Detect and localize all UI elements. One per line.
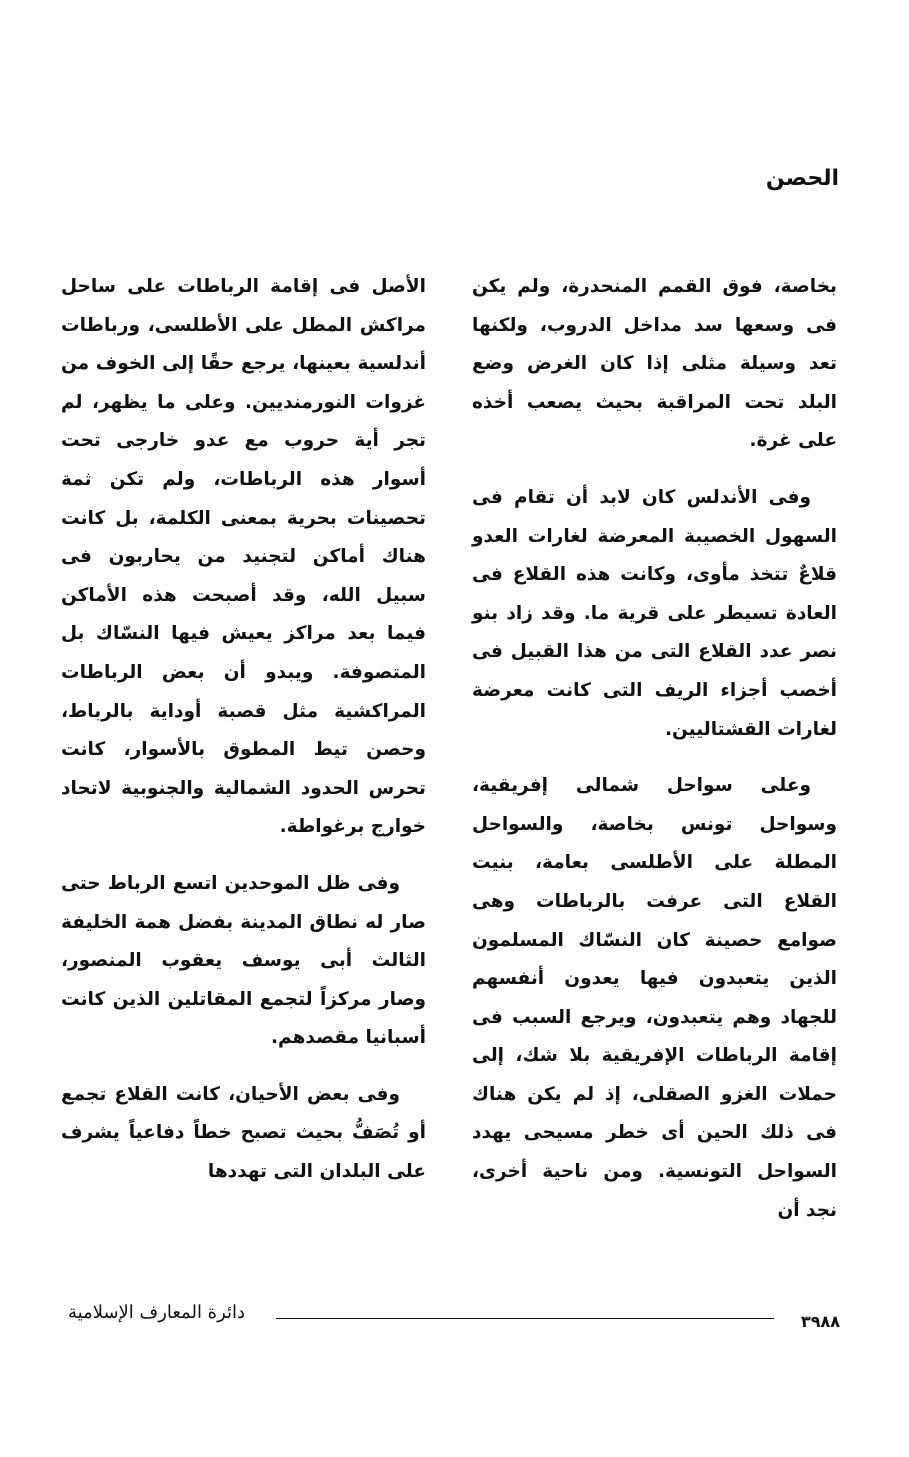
publication-title: دائرة المعارف الإسلامية — [68, 1302, 246, 1323]
page-footer — [68, 1298, 840, 1338]
paragraph: وفى الأندلس كان لابد أن تقام فى السهول الخصيبة المعرضة لغارات العدو قلاعٌ تتخذ مأوى، وكانت هذه القلاع فى العادة تسيطر على قرية ما. وقد زاد بنو نصر عدد القلاع التى من هذا القبيل فى أخصب أجزاء الريف التى كانت معرضة لغارات القشتاليين. — [472, 486, 837, 740]
text-column-left — [61, 268, 426, 1210]
paragraph: الأصل فى إقامة الرباطات على ساحل مراكش المطل على الأطلسى، ورباطات أندلسية بعينها، يرجع حقًا إلى الخوف من غزوات النورمنديين. وعلى ما يظهر، لم تجر أية حروب مع عدو خارجى تحت أسوار هذه الرباطات، ولم تكن ثمة تحصينات بحرية بمعنى الكلمة، بل كانت هناك أماكن لتجنيد من يحاربون فى سبيل الله، وقد أصبحت هذه الأماكن فيما بعد مراكز يعيش فيها النسّاك بل المتصوفة. ويبدو أن بعض الرباطات المراكشية مثل قصبة أوداية بالرباط، وحصن تيط المطوق بالأسوار، كانت تحرس الحدود الشمالية والجنوبية لاتحاد خوارج برغواطة. — [61, 276, 426, 838]
paragraph: وفى بعض الأحيان، كانت القلاع تجمع أو تُصَفُّ بحيث تصبح خطاً دفاعياً يشرف على البلدان التى تهددها — [61, 1083, 426, 1183]
section-title: الحصن — [765, 166, 839, 191]
paragraph: بخاصة، فوق القمم المنحدرة، ولم يكن فى وسعها سد مداخل الدروب، ولكنها تعد وسيلة مثلى إذا كان الغرض وضع البلد تحت المراقبة بحيث يصعب أخذه على غرة. — [472, 276, 837, 452]
paragraph: وعلى سواحل شمالى إفريقية، وسواحل تونس بخاصة، والسواحل المطلة على الأطلسى بعامة، بنيت القلاع التى عرفت بالرباطات وهى صوامع حصينة كان النسّاك المسلمون الذين يتعبدون فيها يعدون أنفسهم للجهاد وهم يتعبدون، ويرجع السبب فى إقامة الرباطات الإفريقية بلا شك، إلى حملات الغزو الصقلى، إذ لم يكن هناك فى ذلك الحين أى خطر مسيحى يهدد السواحل التونسية. ومن ناحية أخرى، نجد أن — [472, 775, 837, 1221]
paragraph: وفى ظل الموحدين اتسع الرباط حتى صار له نطاق المدينة بفضل همة الخليفة الثالث أبى يوسف يعقوب المنصور، وصار مركزاً لتجمع المقاتلين الذين كانت أسبانيا مقصدهم. — [61, 872, 426, 1049]
page-number: ٣٩٨٨ — [800, 1312, 840, 1331]
footer-rule — [276, 1318, 774, 1319]
text-column-right — [472, 268, 837, 1248]
